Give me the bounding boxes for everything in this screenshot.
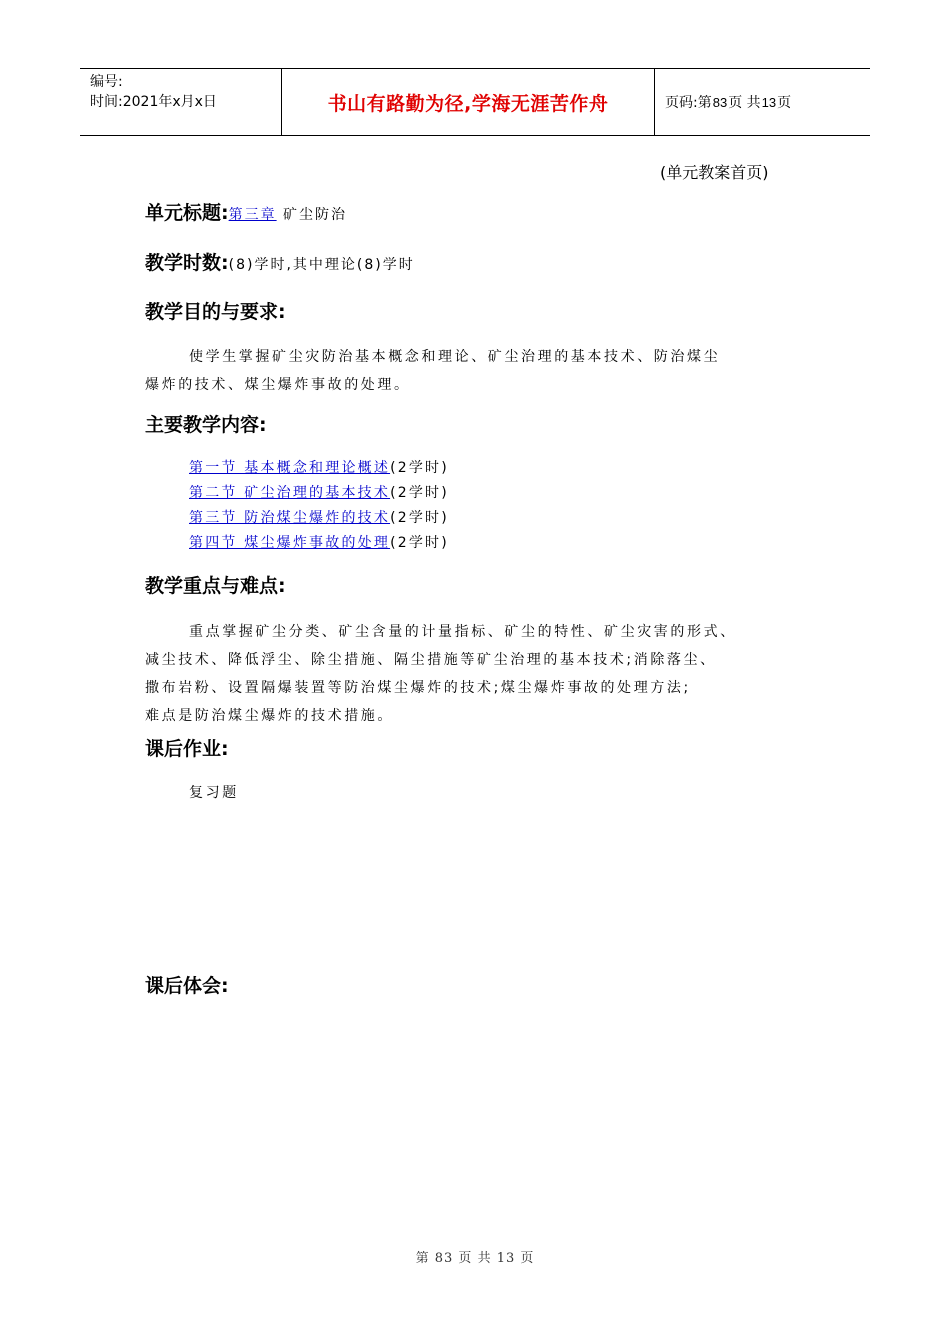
unit-title-text: 矿尘防治 [276, 207, 348, 223]
key-line-1: 重点掌握矿尘分类、矿尘含量的计量指标、矿尘的特性、矿尘灾害的形式、 [189, 624, 737, 640]
header-meta [80, 69, 282, 135]
content-item-hours: (2学时) [390, 535, 449, 551]
content-item-link[interactable]: 第二节 矿尘治理的基本技术 [189, 485, 391, 501]
key-line-3: 撒布岩粉、设置隔爆装置等防治煤尘爆炸的技术;煤尘爆炸事故的处理方法; [145, 680, 691, 696]
page-mid: 页 共 [728, 95, 761, 111]
page-suffix: 页 [777, 95, 792, 111]
page-current: 83 [712, 94, 728, 110]
content-item-link[interactable]: 第四节 煤尘爆炸事故的处理 [189, 535, 391, 551]
content-item-link[interactable]: 第一节 基本概念和理论概述 [189, 460, 391, 476]
list-item [189, 456, 449, 481]
header-motto: 书山有路勤为径,学海无涯苦作舟 [282, 69, 655, 135]
content-item-link[interactable]: 第三节 防治煤尘爆炸的技术 [189, 510, 391, 526]
content-list [189, 456, 449, 556]
content-heading: 主要教学内容: [145, 414, 267, 436]
list-item [189, 531, 449, 556]
content-item-hours: (2学时) [390, 460, 449, 476]
header-table [80, 68, 870, 136]
list-item [189, 506, 449, 531]
page-total: 13 [761, 94, 777, 110]
first-page-note: (单元教案首页) [660, 163, 769, 182]
time-label: 时间:2021年x月x日 [90, 94, 217, 110]
header-page-number [655, 69, 870, 135]
key-points-heading: 教学重点与难点: [145, 575, 286, 597]
unit-title [145, 198, 347, 225]
unit-title-link[interactable]: 第三章 [228, 207, 277, 223]
key-line-2: 减尘技术、降低浮尘、除尘措施、隔尘措施等矿尘治理的基本技术;消除落尘、 [145, 652, 717, 668]
reflection-heading: 课后体会: [145, 975, 229, 997]
homework-text: 复习题 [189, 785, 239, 801]
page-footer: 第 83 页 共 13 页 [415, 1251, 535, 1266]
goals-paragraph [145, 343, 815, 399]
list-item [189, 481, 449, 506]
goals-heading: 教学目的与要求: [145, 301, 286, 323]
homework-heading: 课后作业: [145, 738, 229, 760]
key-points-paragraph [145, 618, 815, 730]
hours-text: (8)学时,其中理论(8)学时 [228, 257, 415, 273]
homework-paragraph [145, 779, 815, 807]
code-label: 编号: [90, 74, 123, 90]
content-item-hours: (2学时) [390, 510, 449, 526]
unit-title-label: 单元标题: [145, 202, 229, 224]
hours-label: 教学时数: [145, 252, 229, 274]
teaching-hours [145, 248, 415, 275]
page-prefix: 页码:第 [665, 95, 712, 111]
key-line-4: 难点是防治煤尘爆炸的技术措施。 [145, 708, 394, 724]
goals-line-2: 爆炸的技术、煤尘爆炸事故的处理。 [145, 377, 411, 393]
goals-line-1: 使学生掌握矿尘灾防治基本概念和理论、矿尘治理的基本技术、防治煤尘 [189, 349, 721, 365]
content-item-hours: (2学时) [390, 485, 449, 501]
